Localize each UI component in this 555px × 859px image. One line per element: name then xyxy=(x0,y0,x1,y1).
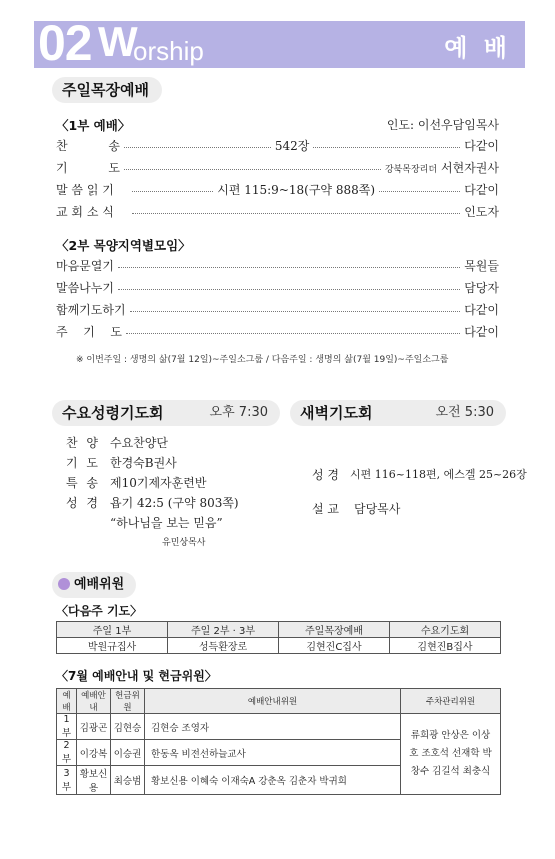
section-letter-w: W xyxy=(98,18,138,65)
bullet-dot-icon xyxy=(58,578,70,590)
wed-item-special: 특 송 제10기제자훈련반 xyxy=(66,476,207,490)
dawn-time: 오전 5:30 xyxy=(435,405,494,420)
section-title-kr: 예 배 xyxy=(444,34,511,62)
parking-committee: 류희광 안상은 이상호 조호석 선재학 박창수 김길석 최충식 xyxy=(401,714,501,795)
part1-leader: 인도: 이선우담임목사 xyxy=(386,118,499,132)
wednesday-heading xyxy=(52,400,280,426)
dawn-item-sermon: 설 교 담당목사 xyxy=(312,502,401,516)
dawn-heading xyxy=(290,400,506,426)
part2-row-lords-prayer: 주 기 도 다같이 xyxy=(56,324,499,339)
part1-row-reading: 말 씀 읽 기 시편 115:9~18(구약 888쪽) 다같이 xyxy=(56,182,500,197)
part2-row-share: 말씀나누기 담당자 xyxy=(56,280,499,295)
wednesday-title: 수요성령기도회 xyxy=(62,404,164,422)
next-prayer-title: 〈다음주 기도〉 xyxy=(56,604,143,618)
table-row: 1부 김광곤 김현승 김현승 조영자 류희광 안상은 이상호 조호석 선재학 박창수 김길석 최충식 xyxy=(57,714,501,740)
part1-row-hymn: 찬 송 542장 다같이 xyxy=(56,138,499,153)
wed-item-scripture: 성 경 욥기 42:5 (구약 803쪽) xyxy=(66,496,239,510)
part2-title: 〈2부 목양지역별모임〉 xyxy=(56,238,191,253)
section-banner xyxy=(34,15,525,71)
section-word: orship xyxy=(133,36,204,66)
wed-item-praise: 찬 양 수요찬양단 xyxy=(66,436,168,450)
committee-heading xyxy=(52,572,136,598)
table-header-row: 예배 예배안내 헌금위원 예배안내위원 주차관리위원 xyxy=(57,689,501,714)
part2-row-open: 마음문열기 목원들 xyxy=(56,258,499,273)
table-row: 3부 황보신용 최승범 황보신용 이혜숙 이재숙A 강춘옥 김춘자 박귀희 xyxy=(57,766,501,795)
next-prayer-table xyxy=(56,621,501,654)
dawn-item-scripture: 성 경 시편 116~118편, 에스겔 25~26장 xyxy=(312,468,527,482)
wednesday-time: 오후 7:30 xyxy=(209,405,268,420)
schedule-note: ※ 이번주일 : 생명의 삶(7월 12일)~주일소그룹 / 다음주일 : 생명의 삶(7월 19일)~주일소그룹 xyxy=(76,355,449,365)
part1-row-prayer: 기 도 강북목장리더 서현자권사 xyxy=(56,160,499,175)
table-row: 박원규집사 성득환장로 김현진C집사 김현진B집사 xyxy=(57,638,501,654)
wed-sermon-title: “하나님을 보는 믿음” xyxy=(110,516,223,530)
july-committee-title: 〈7월 예배안내 및 현금위원〉 xyxy=(56,669,217,683)
sunday-service-title: 주일목장예배 xyxy=(62,81,149,99)
part1-row-news: 교 회 소 식 인도자 xyxy=(56,204,499,219)
section-number: 02 xyxy=(38,15,92,71)
table-header-row: 주일 1부 주일 2부 · 3부 주일목장예배 수요기도회 xyxy=(57,622,501,638)
wed-item-prayer: 기 도 한경숙B권사 xyxy=(66,456,177,470)
sunday-service-heading xyxy=(52,77,162,103)
committee-title: 예배위원 xyxy=(74,577,125,592)
part2-row-pray: 함께기도하기 다같이 xyxy=(56,302,499,317)
wed-preacher: 유민상목사 xyxy=(162,538,206,548)
table-row: 2부 이강복 이승권 한동옥 비전선하늘교사 xyxy=(57,740,501,766)
dawn-title: 새벽기도회 xyxy=(300,404,373,422)
july-committee-table xyxy=(56,688,501,795)
part1-title: 〈1부 예배〉 xyxy=(56,118,131,133)
